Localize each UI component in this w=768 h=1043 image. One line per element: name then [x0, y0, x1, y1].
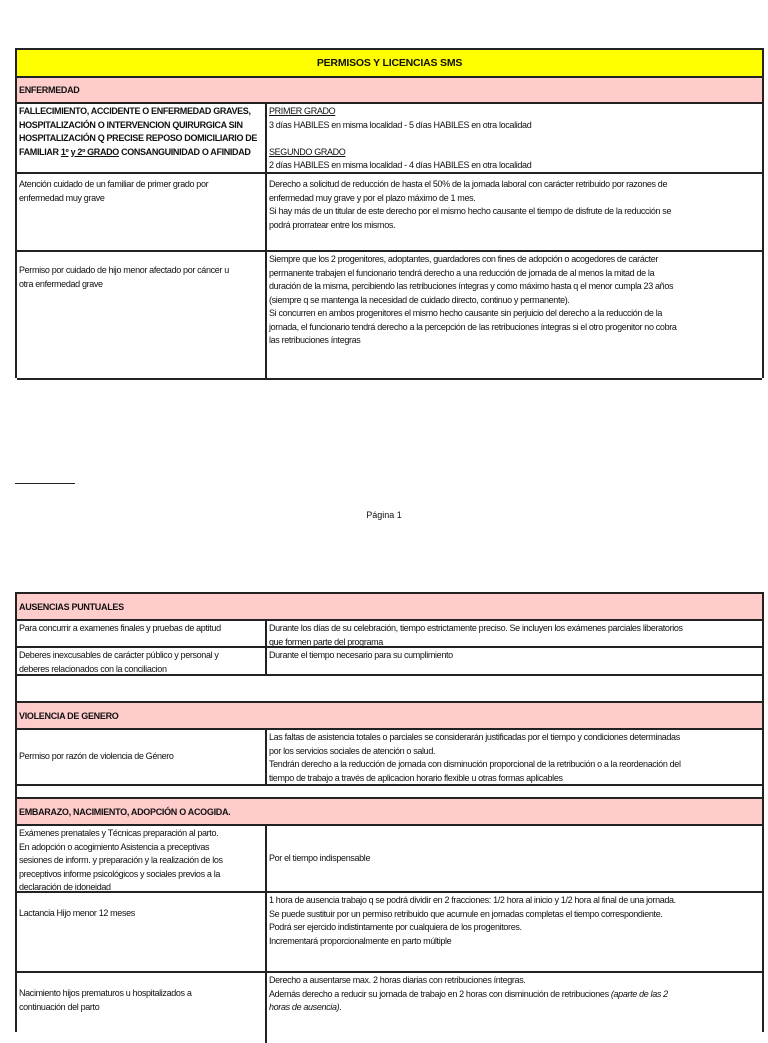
table-row	[17, 648, 762, 676]
text-line: 1 hora de ausencia trabajo q se podrá dividir en 2 fracciones: 1/2 hora al inicio y 1/2 hora al final de una jornada.	[269, 895, 676, 905]
text-segment: horas de ausencia)	[269, 1002, 340, 1012]
text-line: Durante los días de su celebración, tiempo estrictamente preciso. Se incluyen los exámenes parciales liberatorios	[269, 623, 683, 633]
text-line	[269, 132, 760, 146]
text-line: por los servicios sociales de atención o salud.	[269, 745, 436, 756]
text-segment: PRIMER GRADO	[269, 106, 336, 116]
row-description	[267, 252, 762, 378]
row-concept	[17, 252, 267, 378]
row-description	[267, 648, 762, 674]
text-line: En adopción o acogimiento Asistencia a preceptivas	[19, 841, 210, 852]
page-number: Página 1	[366, 510, 402, 520]
text-line: preceptivos informe psicológicos y sociales previos a la	[19, 868, 221, 879]
text-line: que formen parte del programa	[269, 636, 383, 646]
section-header-embarazo	[17, 799, 762, 826]
text-line: Derecho a ausentarse max. 2 horas diarias con retribuciones íntegras.	[269, 975, 526, 985]
text-line: podrá prorratear entre los mismos.	[269, 219, 396, 230]
text-line: Si hay más de un titular de este derecho por el mismo hecho causante el tiempo de disfrute de la reducción se	[269, 206, 672, 216]
text-line	[269, 105, 760, 119]
section-header-ausencias	[17, 594, 762, 621]
text-segment: y 2º GRADO	[70, 146, 119, 157]
table-row	[17, 893, 762, 973]
text-segment: 1º	[60, 146, 69, 157]
table-row	[17, 973, 762, 1043]
text-line: enfermedad muy grave	[19, 192, 105, 203]
text-line	[19, 146, 263, 160]
text-line: duración de la misma, percibiendo las retribuciones íntegras y como máximo hasta q el menor cumpla 23 años	[269, 281, 674, 291]
text-segment: (aparte de las 2	[610, 988, 668, 999]
text-line: Derecho a solicitud de reducción de hasta el 50% de la jornada laboral con carácter retribuido por razones de	[269, 179, 668, 189]
table-row	[17, 730, 762, 786]
text-line: Para concurrir a examenes finales y pruebas de aptitud	[19, 623, 221, 633]
text-line: Las faltas de asistencia totales o parciales se considerarán justificadas por el tiempo y condiciones determinadas	[269, 732, 680, 742]
text-line	[269, 1001, 760, 1015]
text-segment: .	[339, 1002, 342, 1012]
text-segment: CONSANGUINIDAD O AFINIDAD	[118, 146, 251, 157]
text-line: sesiones de inform. y preparación y la realización de los	[19, 855, 223, 865]
row-description	[267, 104, 762, 172]
permissions-table-1	[15, 48, 764, 378]
text-line: Siempre que los 2 progenitores, adoptantes, guardadores con fines de adopción o acogedores de carácter	[269, 254, 659, 264]
row-concept	[17, 648, 267, 674]
text-line: deberes relacionados con la conciliacion	[19, 663, 167, 674]
text-line: Exámenes prenatales y Técnicas preparación al parto.	[19, 828, 219, 838]
text-line: HOSPITALIZACIÓN Q PRECISE REPOSO DOMICILIARIO DE	[19, 133, 258, 143]
text-segment: Además derecho a reducir su jornada de trabajo en 2 horas con disminución de retribuciones	[269, 988, 611, 999]
row-concept	[17, 826, 267, 891]
table-row	[17, 252, 762, 380]
empty-row	[17, 786, 762, 799]
row-description	[267, 730, 762, 784]
text-line: 2 días HABILES en misma localidad - 4 días HABILES en otra localidad	[269, 160, 532, 170]
table-row	[17, 174, 762, 252]
text-line: Lactancia Hijo menor 12 meses	[19, 908, 135, 918]
text-line: Durante el tiempo necesario para su cumplimiento	[269, 650, 453, 660]
text-line: (siempre q se mantenga la necesidad de cuidado directo, continuo y permanente).	[269, 294, 570, 305]
section-label: EMBARAZO, NACIMIENTO, ADOPCIÓN O ACOGIDA.	[19, 806, 231, 817]
footnote-separator	[15, 483, 75, 484]
text-line: las retribuciones íntegras	[269, 335, 361, 345]
section-label: ENFERMEDAD	[19, 85, 80, 95]
text-segment: FAMILIAR	[19, 146, 61, 157]
text-line: Por el tiempo indispensable	[269, 852, 371, 863]
text-line: Incrementará proporcionalmente en parto múltiple	[269, 935, 452, 946]
section-label: AUSENCIAS PUNTUALES	[19, 601, 124, 612]
table-row	[17, 621, 762, 648]
document-title: PERMISOS Y LICENCIAS SMS	[17, 50, 762, 78]
row-description	[267, 893, 762, 971]
table-row	[17, 826, 762, 893]
text-line: HOSPITALIZACIÓN O INTERVENCION QUIRURGICA SIN	[19, 119, 243, 130]
text-line: permanente trabajen el funcionario tendrá derecho a una reducción de jornada de al menos la mitad de la	[269, 267, 655, 278]
section-label: VIOLENCIA DE GENERO	[19, 710, 119, 721]
text-line: FALLECIMIENTO, ACCIDENTE O ENFERMEDAD GRAVES,	[19, 106, 251, 116]
text-line: Permiso por razón de violencia de Género	[19, 751, 174, 762]
section-header-enfermedad	[17, 78, 762, 104]
text-line: 3 días HABILES en misma localidad - 5 días HABILES en otra localidad	[269, 119, 532, 130]
text-line: tiempo de trabajo a través de aplicacion horario flexible u otras formas aplicables	[269, 772, 563, 783]
text-line: enfermedad muy grave y por el plazo máximo de 1 mes.	[269, 192, 476, 203]
text-line: Deberes inexcusables de carácter público y personal y	[19, 650, 219, 660]
permissions-table-2	[15, 592, 764, 1032]
text-line: Permiso por cuidado de hijo menor afectado por cáncer u	[19, 265, 229, 275]
row-concept	[17, 174, 267, 250]
row-concept	[17, 973, 267, 1043]
text-line: Nacimiento hijos prematuros u hospitalizados a	[19, 988, 192, 998]
text-line: declaración de idoneidad	[19, 882, 111, 891]
row-description	[267, 174, 762, 250]
section-header-violencia	[17, 703, 762, 730]
table-row	[17, 104, 762, 174]
text-line: Podrá ser ejercido indistintamente por cualquiera de los progenitores.	[269, 922, 522, 932]
row-concept	[17, 104, 267, 172]
row-description	[267, 973, 762, 1043]
text-segment: SEGUNDO GRADO	[269, 146, 346, 157]
text-line: Se puede sustituir por un permiso retribuido que acumule en jornadas completas el tiempo correspondiente.	[269, 908, 663, 919]
empty-row	[17, 676, 762, 703]
row-concept	[17, 621, 267, 646]
text-line: Si concurren en ambos progenitores el mismo hecho causante sin perjuicio del derecho a la reducción de la	[269, 308, 662, 318]
row-description	[267, 826, 762, 891]
row-description	[267, 621, 762, 646]
text-line: Atención cuidado de un familiar de primer grado por	[19, 179, 209, 189]
text-line: otra enfermedad grave	[19, 278, 103, 289]
text-line: jornada, el funcionario tendrá derecho a la percepción de las retribuciones íntegras si el otro progenitor no cobra	[269, 321, 677, 332]
text-line: Tendrán derecho a la reducción de jornada con disminución proporcional de la retribución o a la reordenación del	[269, 759, 681, 769]
row-concept	[17, 893, 267, 971]
text-line	[269, 146, 760, 160]
text-line: continuación del parto	[19, 1001, 100, 1012]
text-line	[269, 988, 760, 1002]
row-concept	[17, 730, 267, 784]
